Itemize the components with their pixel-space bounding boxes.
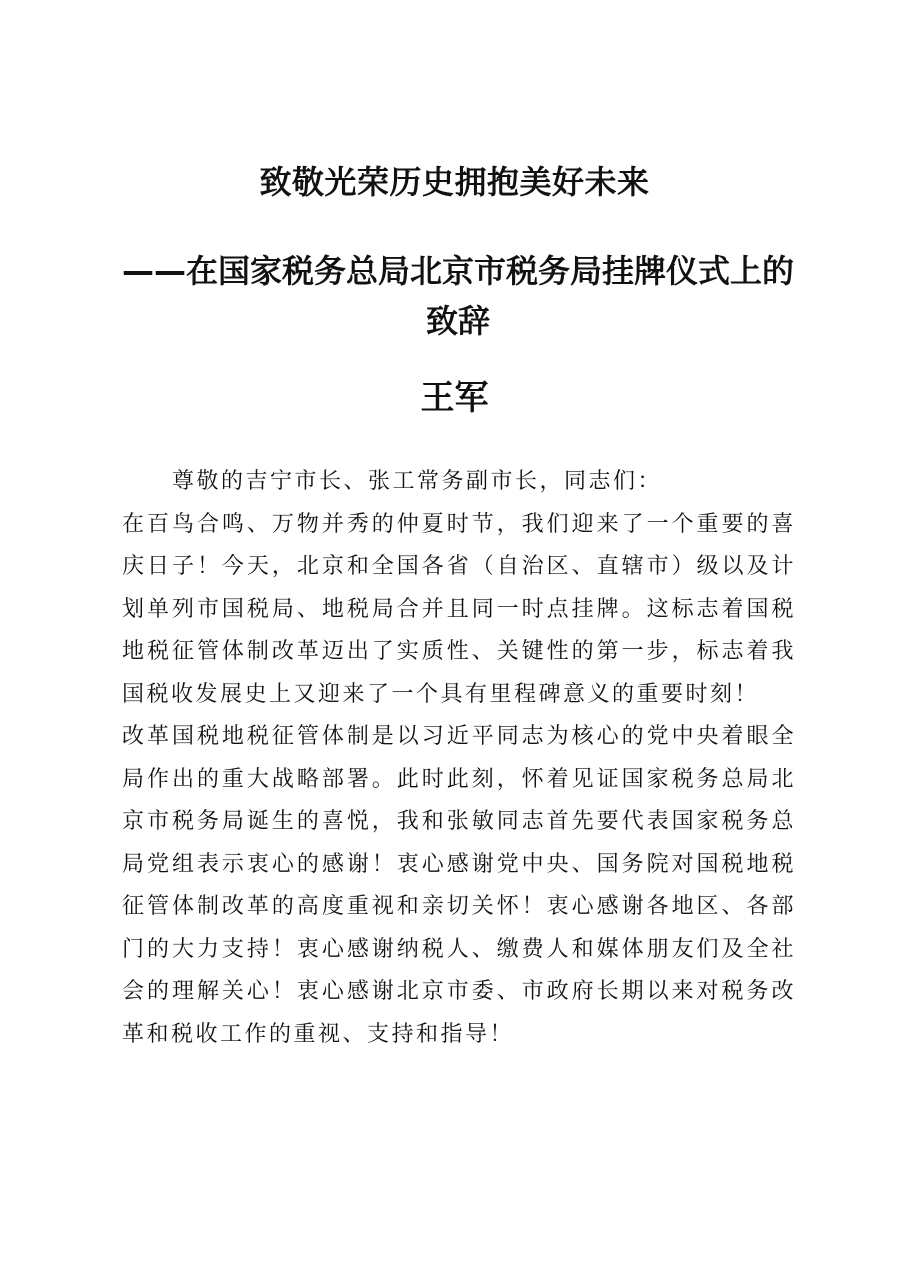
document-title: 致敬光荣历史拥抱美好未来 [259,163,650,201]
speech-body [122,461,796,1056]
body-paragraph-2: 改革国税地税征管体制是以习近平同志为核心的党中央着眼全局作出的重大战略部署。此时此刻，怀着见证国家税务总局北京市税务局诞生的喜悦，我和张敏同志首先要代表国家税务总局党组表示衷心的感谢！衷心感谢党中央、国务院对国税地税征管体制改革的高度重视和亲切关怀！衷心感谢各地区、各部门的大力支持！衷心感谢纳税人、缴费人和媒体朋友们及全社会的理解关心！衷心感谢北京市委、市政府长期以来对税务改革和税收工作的重视、支持和指导！ [122,724,796,1047]
document-subtitle: ——在国家税务总局北京市税务局挂牌仪式上的致辞 [121,252,794,340]
salutation-paragraph: 尊敬的吉宁市长、张工常务副市长，同志们： [172,469,663,494]
body-paragraph-1: 在百鸟合鸣、万物并秀的仲夏时节，我们迎来了一个重要的喜庆日子！今天，北京和全国各省（自治区、直辖市）级以及计划单列市国税局、地税局合并且同一时点挂牌。这标志着国税地税征管体制改革迈出了实质性、关键性的第一步，标志着我国税收发展史上又迎来了一个具有里程碑意义的重要时刻！ [122,511,796,707]
author-name: 王军 [420,378,489,418]
